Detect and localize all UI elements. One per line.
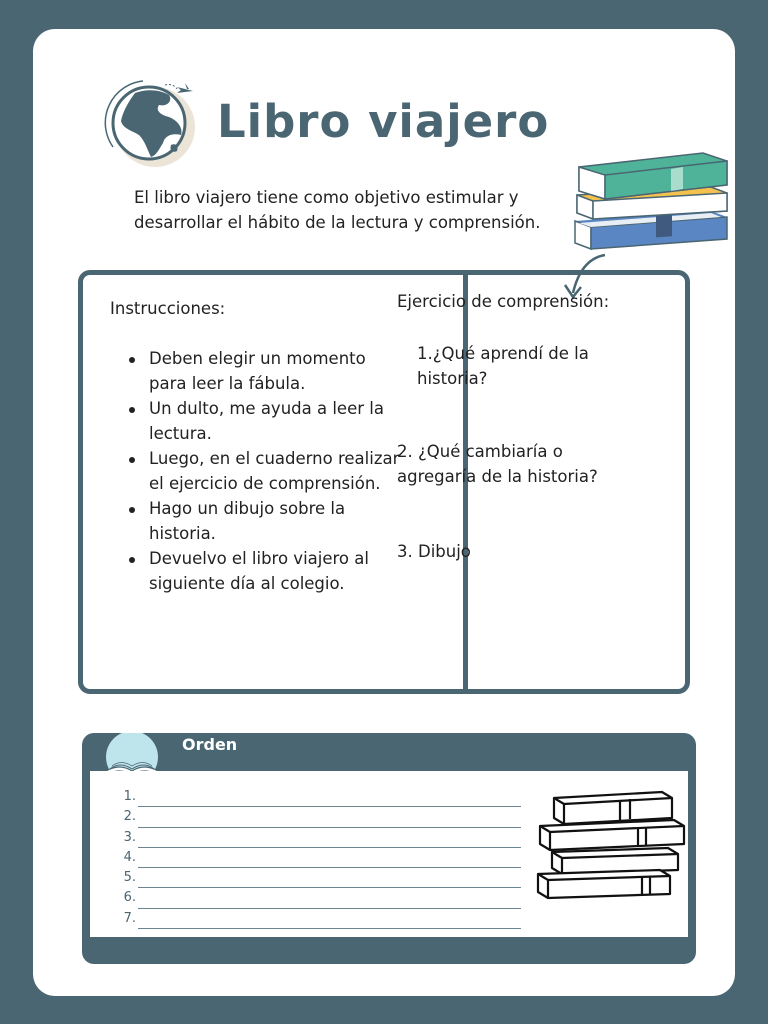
page-title: Libro viajero: [217, 95, 550, 148]
list-item: Luego, en el cuaderno realizar el ejercicio de comprensión.: [149, 447, 401, 496]
question-2: 2. ¿Qué cambiaría o agregaría de la historia?: [397, 442, 598, 486]
list-item: Devuelvo el libro viajero al siguiente día al colegio.: [149, 547, 401, 596]
question-3: 3. Dibujo: [397, 542, 471, 561]
instructions-list: [111, 347, 401, 597]
order-line[interactable]: 1.: [118, 787, 521, 807]
list-item: Un dulto, me ayuda a leer la lectura.: [149, 397, 401, 446]
airplane-icon: [177, 83, 193, 93]
order-line[interactable]: 5.: [118, 868, 521, 888]
instructions-title: Instrucciones:: [110, 299, 226, 318]
order-line[interactable]: 4.: [118, 848, 521, 868]
order-line[interactable]: 3.: [118, 828, 521, 848]
instructions-panel: [78, 270, 690, 694]
question-1: 1.¿Qué aprendí de la historia?: [417, 344, 589, 388]
order-box: [90, 771, 688, 937]
order-line[interactable]: 6.: [118, 888, 521, 908]
order-lines: [118, 787, 521, 929]
exercise-title: Ejercicio de comprensión:: [397, 292, 610, 311]
list-item: Hago un dibujo sobre la historia.: [149, 497, 401, 546]
order-title: Orden: [182, 735, 238, 754]
book-stack-drawing-icon: [534, 788, 689, 900]
order-line[interactable]: 7.: [118, 909, 521, 929]
order-section: [82, 733, 696, 964]
globe-icon: [99, 75, 201, 169]
intro-text: El libro viajero tiene como objetivo estimular y desarrollar el hábito de la lectura y comprensión.: [134, 188, 541, 232]
list-item: Deben elegir un momento para leer la fábula.: [149, 347, 401, 396]
order-line[interactable]: 2.: [118, 807, 521, 827]
